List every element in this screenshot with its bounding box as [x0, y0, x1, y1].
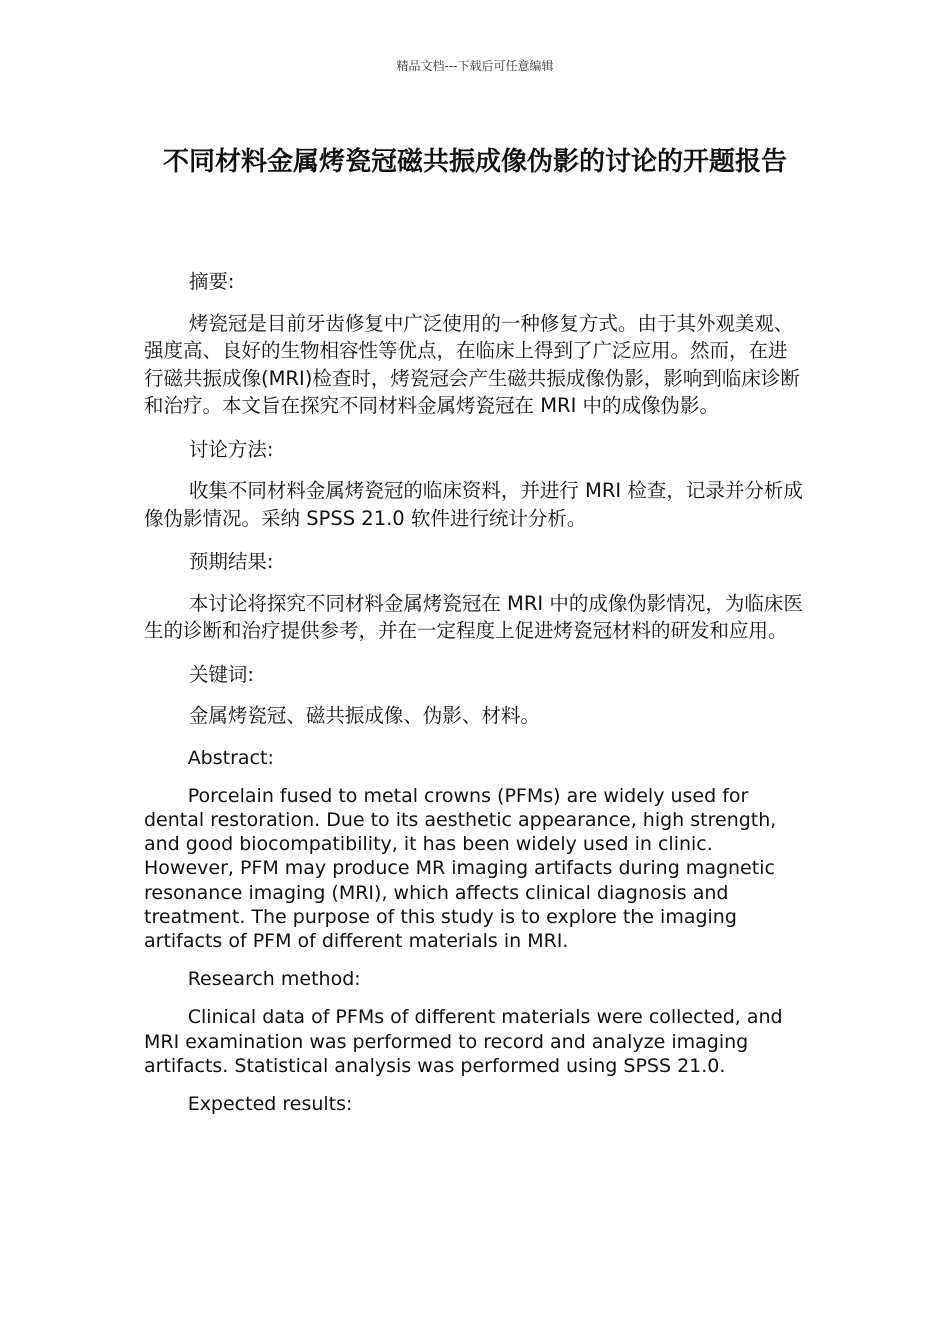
- paragraph-results-cn: 本讨论将探究不同材料金属烤瓷冠在 MRI 中的成像伪影情况，为临床医生的诊断和治疗提供参考，并在一定程度上促进烤瓷冠材料的研发和应用。: [144, 591, 803, 642]
- paragraph-method-en: Clinical data of PFMs of different materials were collected, and MRI examination was performed to record and analyze imaging artifacts. Statistical analysis was performed using SPSS 21.0.: [144, 1006, 783, 1077]
- section-label-abstract-cn: 摘要:: [188, 270, 235, 293]
- section-label-method-en: Research method:: [187, 968, 361, 991]
- section-label-method-cn: 讨论方法:: [188, 437, 274, 461]
- paragraph-keywords-cn: 金属烤瓷冠、磁共振成像、伪影、材料。: [188, 704, 540, 727]
- document-title: 不同材料金属烤瓷冠磁共振成像伪影的讨论的开题报告: [162, 147, 787, 177]
- section-label-abstract-en: Abstract:: [187, 746, 274, 769]
- paragraph-method-cn: 收集不同材料金属烤瓷冠的临床资料，并进行 MRI 检查，记录并分析成像伪影情况。采纳 SPSS 21.0 软件进行统计分析。: [144, 479, 803, 530]
- paragraph-abstract-en: Porcelain fused to metal crowns (PFMs) are widely used for dental restoration. Due to its aesthetic appearance, high strength, and good biocompatibility, it has been widely used in clinic. However, PFM may produce MR imaging artifacts during magnetic resonance imaging (MRI), which affects clinical diagnosis and treatment. The purpose of this study is to explore the imaging artifacts of PFM of different materials in MRI.: [144, 784, 777, 952]
- paragraph-abstract-cn: 烤瓷冠是目前牙齿修复中广泛使用的一种修复方式。由于其外观美观、强度高、良好的生物相容性等优点，在临床上得到了广泛应用。然而，在进行磁共振成像(MRI)检查时，烤瓷冠会产生磁共振成像伪影，影响到临床诊断和治疗。本文旨在探究不同材料金属烤瓷冠在 MRI 中的成像伪影。: [144, 311, 800, 417]
- section-label-keywords-cn: 关键词:: [188, 662, 254, 686]
- header-note: 精品文档---下载后可任意编辑: [396, 59, 554, 73]
- section-label-results-cn: 预期结果:: [188, 550, 274, 573]
- section-label-results-en: Expected results:: [187, 1092, 353, 1115]
- document-body: [144, 268, 806, 1130]
